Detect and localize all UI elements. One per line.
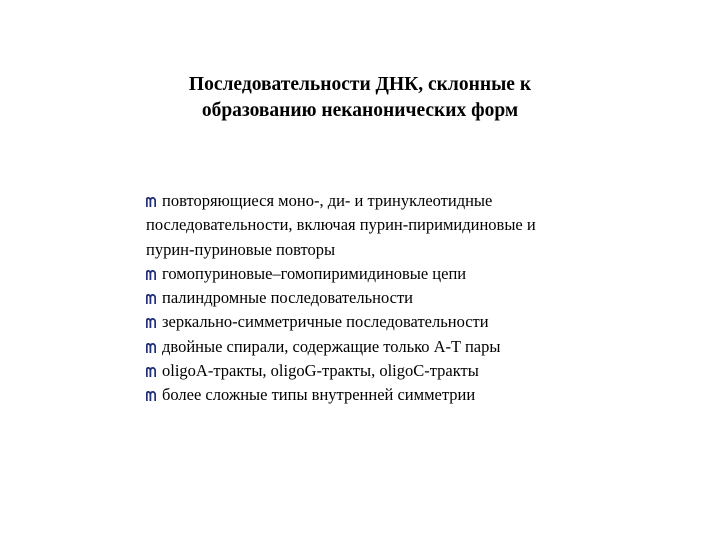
list-item — [146, 262, 686, 286]
list-item — [146, 335, 686, 359]
title-line-2: образованию неканонических форм — [201, 100, 519, 121]
slide-title — [0, 72, 720, 124]
list-item-text: двойные спирали, содержащие только A-T пары — [162, 336, 501, 356]
list-item — [146, 286, 686, 310]
bullet-list — [146, 189, 686, 408]
title-line-1: Последовательности ДНК, склонные к — [188, 74, 532, 95]
list-item-text: гомопуриновые–гомопиримидиновые цепи — [162, 263, 467, 283]
list-item — [146, 189, 686, 213]
list-item — [146, 383, 686, 407]
list-item — [146, 310, 686, 334]
m-bullet-icon — [146, 294, 156, 304]
m-bullet-icon — [146, 318, 156, 328]
m-bullet-icon — [146, 197, 156, 207]
list-item-text: повторяющиеся моно-, ди- и тринуклеотидные — [162, 191, 493, 210]
list-item-continuation: последовательности, включая пурин-пиримидиновые и — [146, 215, 536, 235]
m-bullet-icon — [146, 270, 156, 280]
list-item — [146, 359, 686, 383]
m-bullet-icon — [146, 367, 156, 377]
list-item-continuation: пурин-пуриновые повторы — [146, 239, 336, 259]
list-item-text: oligoA-тракты, oligoG-тракты, oligoC-тракты — [162, 361, 479, 381]
m-bullet-icon — [146, 391, 156, 401]
list-item-text: зеркально-симметричные последовательности — [162, 312, 489, 332]
list-item-text: более сложные типы внутренней симметрии — [162, 385, 476, 405]
m-bullet-icon — [146, 343, 156, 353]
list-item-text: палиндромные последовательности — [162, 288, 413, 308]
